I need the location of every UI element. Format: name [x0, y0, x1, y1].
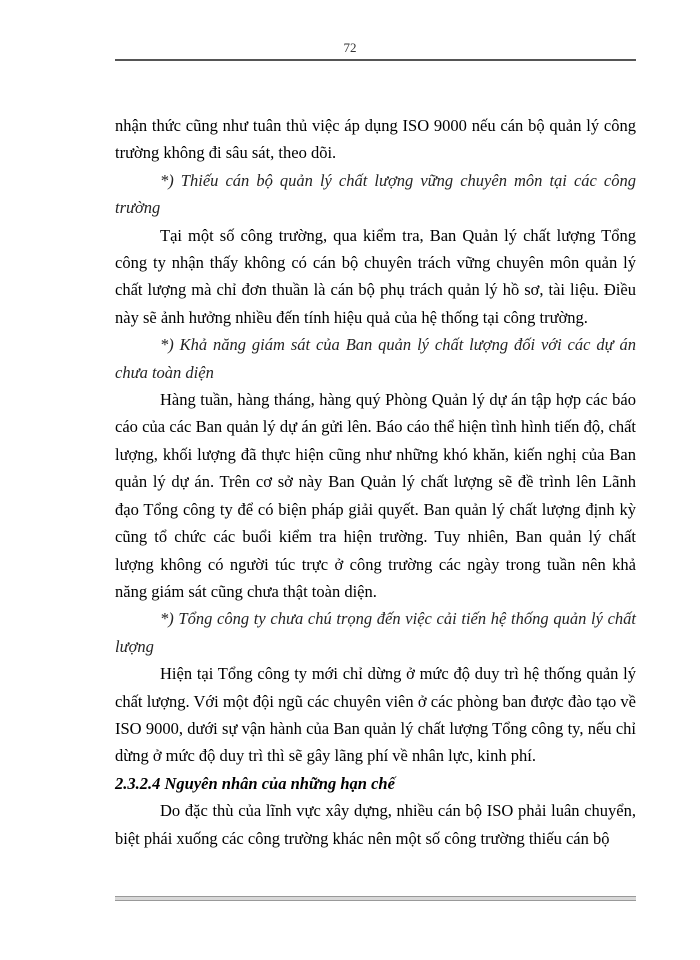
subheading-lack-of-staff: *) Thiếu cán bộ quản lý chất lượng vững chuyên môn tại các công trường — [115, 170, 636, 218]
section-heading: 2.3.2.4 Nguyên nhân của những hạn chế — [115, 773, 395, 793]
paragraph-continuation: nhận thức cũng như tuân thủ việc áp dụng ISO 9000 nếu cán bộ quản lý công trường không đi sâu sát, theo dõi. — [115, 116, 636, 163]
paragraph-causes: Do đặc thù của lĩnh vực xây dựng, nhiều cán bộ ISO phải luân chuyển, biệt phái xuống các công trường khác nên một số công trường thiếu cán bộ — [115, 801, 636, 848]
footer-rule — [115, 896, 636, 901]
paragraph-improvement: Hiện tại Tổng công ty mới chỉ dừng ở mức độ duy trì hệ thống quản lý chất lượng. Với một đội ngũ các chuyên viên ở các phòng ban được đào tạo về ISO 9000, dưới sự vận hành của Ban quản lý chất lượng Tổng công ty, nếu chỉ dừng ở mức độ duy trì thì sẽ gây lãng phí về nhân lực, kinh phí. — [115, 664, 636, 766]
subheading-supervision: *) Khả năng giám sát của Ban quản lý chất lượng đối với các dự án chưa toàn diện — [115, 335, 636, 382]
page-body — [115, 112, 636, 852]
paragraph-lack-of-staff: Tại một số công trường, qua kiểm tra, Ban Quản lý chất lượng Tổng công ty nhận thấy không có cán bộ chuyên trách vững chuyên môn quản lý chất lượng mà chỉ đơn thuần là cán bộ phụ trách quản lý hồ sơ, tài liệu. Điều này sẽ ảnh hưởng nhiều đến tính hiệu quả của hệ thống tại công trường. — [115, 225, 636, 327]
page-number: 72 — [343, 40, 357, 55]
paragraph-supervision: Hàng tuần, hàng tháng, hàng quý Phòng Quản lý dự án tập hợp các báo cáo của các Ban quản lý dự án gửi lên. Báo cáo thể hiện tình hình tiến độ, chất lượng, khối lượng đã thực hiện cũng như những khó khăn, kiến nghị của Ban quản lý dự án. Trên cơ sở này Ban Quản lý chất lượng sẽ đề trình lên Lãnh đạo Tổng công ty để có biện pháp giải quyết. Ban quản lý chất lượng định kỳ cũng tổ chức các buổi kiểm tra hiện trường. Tuy nhiên, Ban quản lý chất lượng không có người túc trực ở công trường các ngày trong tuần nên khả năng giám sát cũng chưa thật toàn diện. — [115, 390, 636, 601]
subheading-improvement: *) Tổng công ty chưa chú trọng đến việc cải tiến hệ thống quản lý chất lượng — [115, 609, 636, 656]
header-rule — [115, 59, 636, 61]
